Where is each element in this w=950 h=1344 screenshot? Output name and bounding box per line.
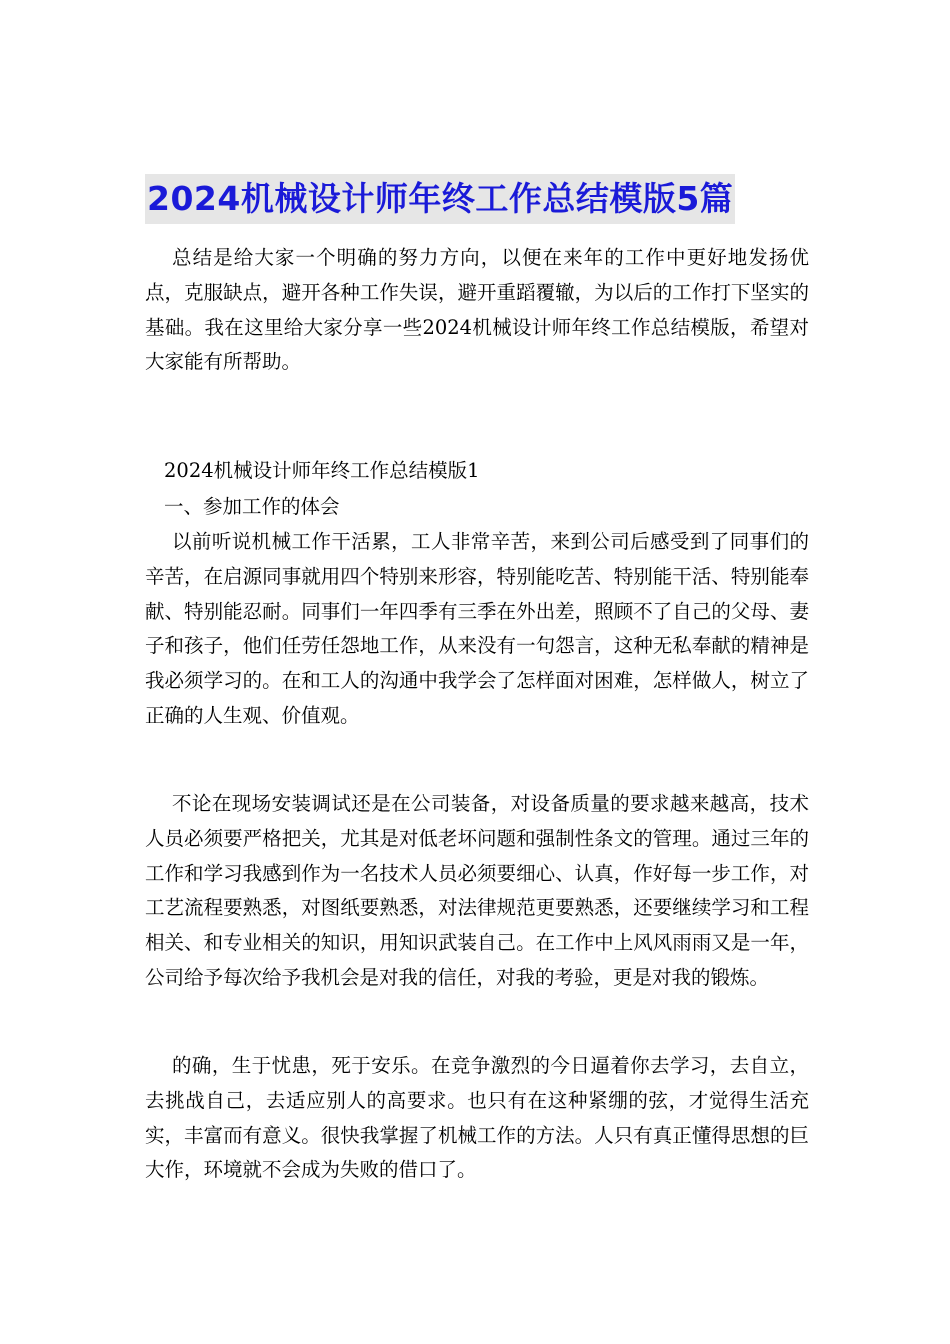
body-paragraph-2: 不论在现场安装调试还是在公司装备，对设备质量的要求越来越高，技术人员必须要严格把关，尤其是对低老坏问题和强制性条文的管理。通过三年的工作和学习我感到作为一名技术人员必须要细心、认真，作好每一步工作，对工艺流程要熟悉，对图纸要熟悉，对法律规范更要熟悉，还要继续学习和工程相关、和专业相关的知识，用知识武装自己。在工作中上风风雨雨又是一年，公司给予每次给予我机会是对我的信任，对我的考验，更是对我的锻炼。 [145,792,809,989]
body-paragraph-1: 以前听说机械工作干活累，工人非常辛苦，来到公司后感受到了同事们的辛苦，在启源同事就用四个特别来形容，特别能吃苦、特别能干活、特别能奉献、特别能忍耐。同事们一年四季有三季在外出差，照顾不了自己的父母、妻子和孩子，他们任劳任怨地工作，从来没有一句怨言，这种无私奉献的精神是我必须学习的。在和工人的沟通中我学会了怎样面对困难，怎样做人，树立了正确的人生观、价值观。 [145,530,809,727]
body-paragraph-3: 的确，生于忧患，死于安乐。在竞争激烈的今日逼着你去学习，去自立，去挑战自己，去适应别人的高要求。也只有在这种紧绷的弦，才觉得生活充实，丰富而有意义。很快我掌握了机械工作的方法。人只有真正懂得思想的巨大作，环境就不会成为失败的借口了。 [145,1054,809,1182]
section-heading: 一、参加工作的体会 [164,495,340,518]
document-title: 2024机械设计师年终工作总结模版5篇 [145,174,735,224]
subtitle-heading: 2024机械设计师年终工作总结模版1 [164,459,480,482]
intro-paragraph: 总结是给大家一个明确的努力方向，以便在来年的工作中更好地发扬优点，克服缺点，避开各种工作失误，避开重蹈覆辙，为以后的工作打下坚实的基础。我在这里给大家分享一些2024机械设计师年终工作总结模版，希望对大家能有所帮助。 [145,246,809,374]
